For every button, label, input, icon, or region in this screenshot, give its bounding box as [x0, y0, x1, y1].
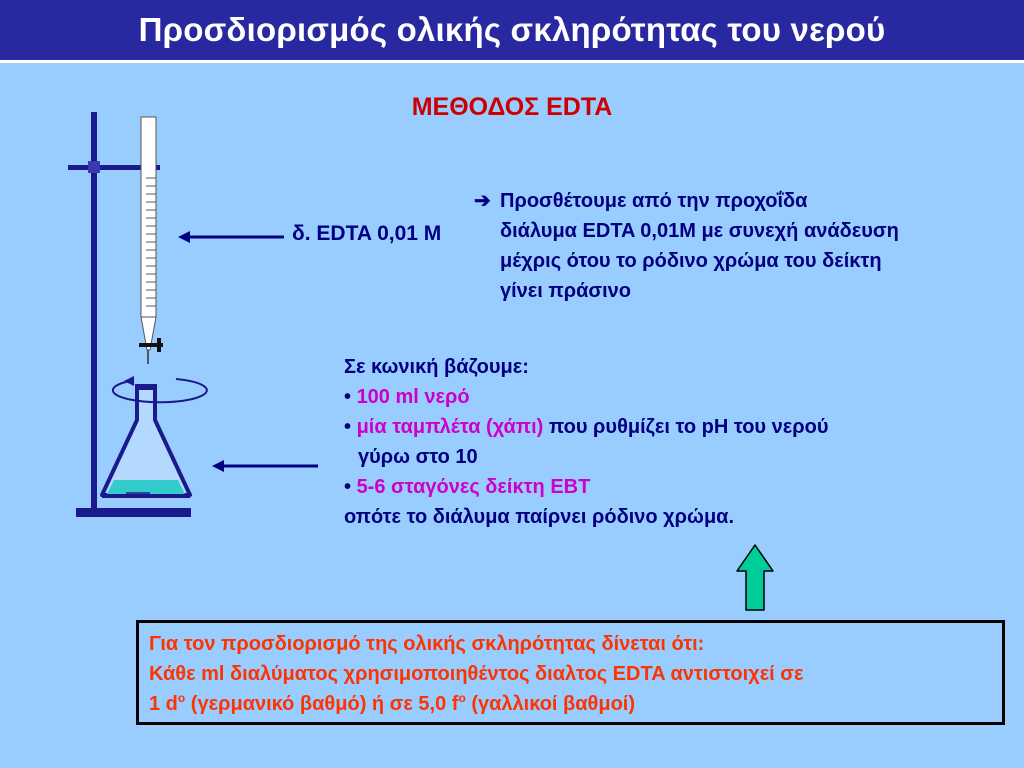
- list-item: • 100 ml νερό: [344, 386, 470, 408]
- prep-intro: Σε κωνική βάζουμε:: [344, 356, 529, 378]
- page-title: Προσδιορισμός ολικής σκληρότητας του νερού: [138, 11, 886, 48]
- prep-outro: οπότε το διάλυμα παίρνει ρόδινο χρώμα.: [344, 506, 735, 528]
- green-up-arrow-icon: [737, 545, 773, 610]
- flask-preparation-text: Σε κωνική βάζουμε: • 100 ml νερό • μία ταμπλέτα (χάπι) που ρυθμίζει το pH του νερού γύρω στο 10 • 5-6 σταγόνες δείκτη EBT οπότε το διάλυμα παίρνει ρόδινο χρώμα.: [344, 352, 984, 532]
- stand-base: [76, 508, 191, 517]
- burette: [139, 117, 163, 364]
- burette-reagent-label: δ. EDTA 0,01 M: [292, 222, 442, 245]
- arrow-right-icon: ➔: [474, 190, 491, 212]
- clamp-knob-left: [88, 161, 100, 173]
- arrow-to-burette-icon: [178, 231, 284, 243]
- conversion-note-box: Για τον προσδιορισμό της ολικής σκληρότητας δίνεται ότι: Κάθε ml διαλύματος χρησιμοποιηθέντος διαλτος EDTA αντιστοιχεί σε 1 $d^o$ (γερμανικό βαθμό) ή σε 5,0 $f^o$ (γαλλικοί βαθμοί): [136, 620, 1005, 725]
- method-subtitle: ΜΕΘΟΔΟΣ EDTA: [411, 93, 613, 121]
- arrow-to-flask-icon: [212, 460, 318, 472]
- list-item: • μία ταμπλέτα (χάπι) που ρυθμίζει το pH του νερού: [344, 416, 829, 438]
- list-item: • 5-6 σταγόνες δείκτη EBT: [344, 476, 591, 498]
- titration-step-text: ➔ Προσθέτουμε από την προχοΐδα διάλυμα EDTA 0,01M με συνεχή ανάδευση μέχρις ότου το ρόδινο χρώμα του δείκτη γίνει πράσινο: [474, 186, 1019, 306]
- swirl-icon: [113, 376, 207, 402]
